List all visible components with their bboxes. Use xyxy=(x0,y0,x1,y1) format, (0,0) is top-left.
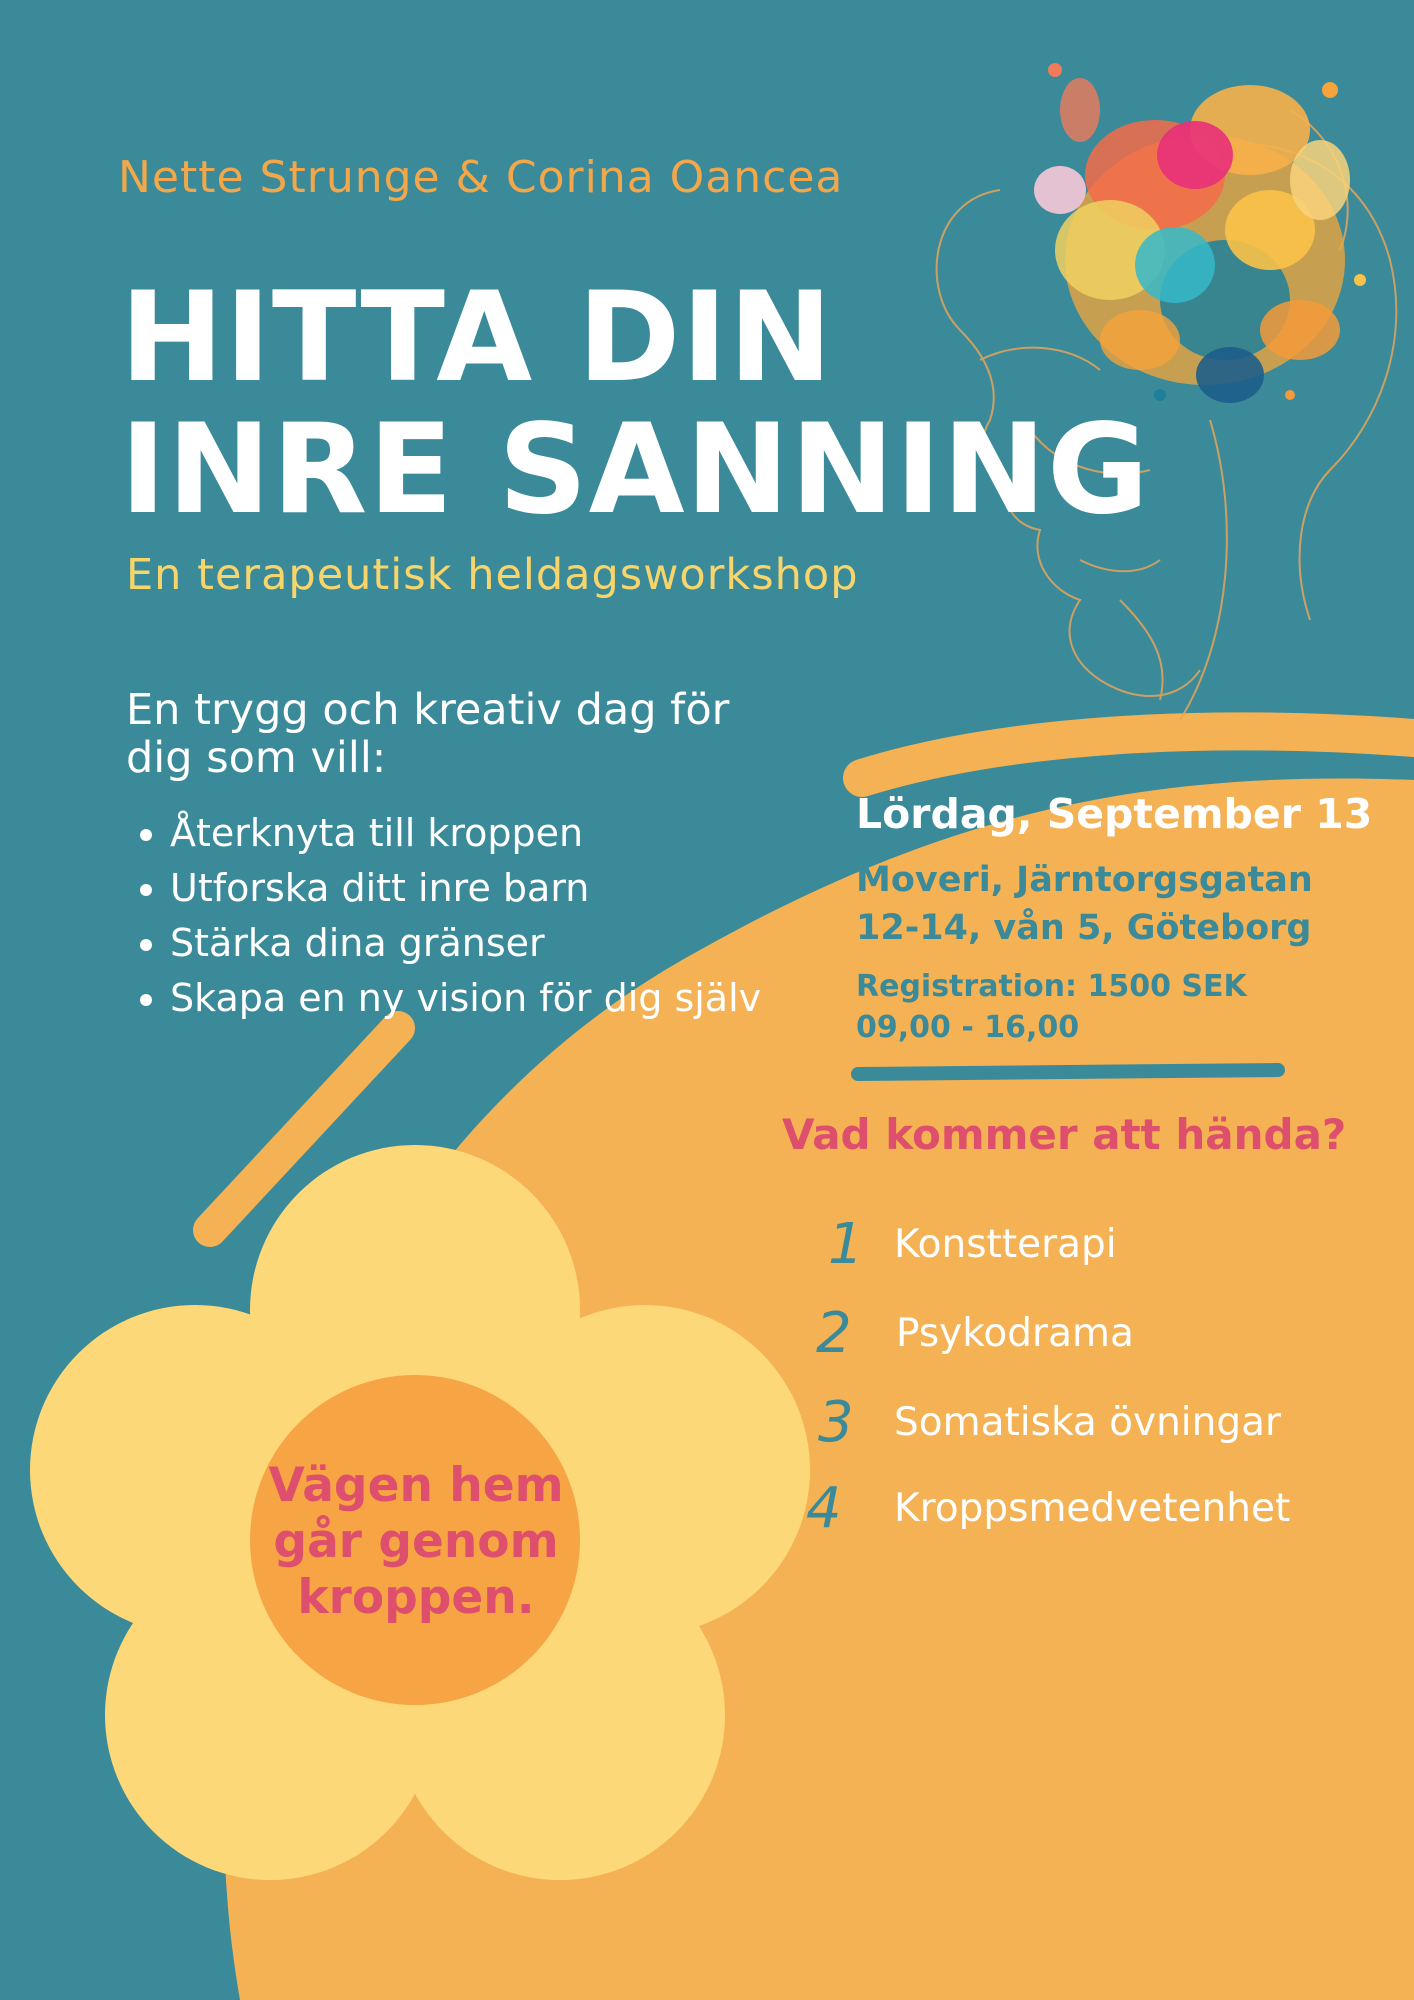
page-title xyxy=(120,266,1150,542)
teal-underline xyxy=(858,1070,1278,1074)
section-heading: Vad kommer att hända? xyxy=(782,1110,1347,1159)
orange-arc-band xyxy=(862,731,1414,778)
event-time: 09,00 - 16,00 xyxy=(856,1010,1080,1045)
step-number: 2 xyxy=(816,1301,852,1366)
title-line-2: INRE SANNING xyxy=(120,398,1150,542)
intro-text: En trygg och kreativ dag för dig som vill: xyxy=(126,685,730,783)
step-label: Konstterapi xyxy=(894,1222,1117,1267)
benefits-list xyxy=(126,806,790,1026)
list-item: • Skapa en ny vision för dig själv xyxy=(170,971,790,1026)
registration-info xyxy=(856,966,1247,1048)
list-item xyxy=(800,1301,1360,1371)
subtitle: En terapeutisk heldagsworkshop xyxy=(126,550,859,600)
event-venue: Moveri, Järntorgsgatan 12-14, vån 5, Göteborg xyxy=(856,860,1313,948)
flower-quote: Vägen hem går genom kroppen. xyxy=(268,1458,564,1625)
list-item: • Utforska ditt inre barn xyxy=(170,861,790,916)
list-item xyxy=(800,1476,1360,1546)
organizers: Nette Strunge & Corina Oancea xyxy=(118,152,844,203)
list-item xyxy=(800,1390,1360,1460)
step-number: 1 xyxy=(828,1212,864,1277)
step-number: 4 xyxy=(806,1476,842,1541)
title-line-1: HITTA DIN xyxy=(120,266,834,410)
list-item: • Stärka dina gränser xyxy=(170,916,790,971)
registration-fee: Registration: 1500 SEK xyxy=(856,969,1247,1004)
step-number: 3 xyxy=(818,1390,854,1455)
list-item: • Återknyta till kroppen xyxy=(170,806,790,861)
list-item xyxy=(800,1212,1360,1282)
step-label: Somatiska övningar xyxy=(894,1400,1282,1445)
step-label: Psykodrama xyxy=(896,1311,1134,1356)
step-label: Kroppsmedvetenhet xyxy=(894,1486,1291,1531)
event-date: Lördag, September 13 xyxy=(856,790,1373,838)
